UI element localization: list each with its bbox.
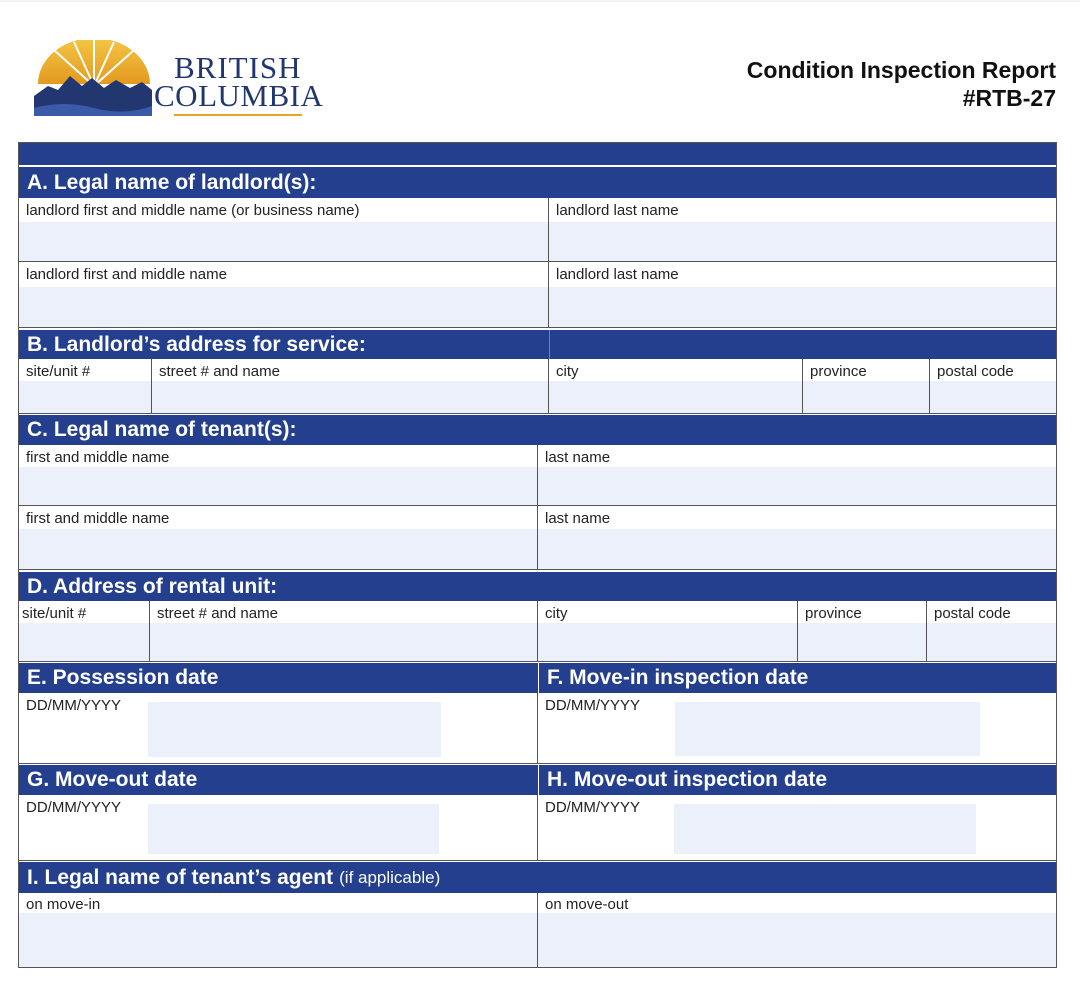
section-c-heading: C. Legal name of tenant(s): <box>19 415 1056 445</box>
rental-site-unit-field[interactable] <box>19 601 150 662</box>
input-area[interactable] <box>549 381 802 413</box>
report-title-line-1: Condition Inspection Report <box>746 57 1056 83</box>
section-d-heading: D. Address of rental unit: <box>19 572 1056 601</box>
landlord-2-last-name-field[interactable] <box>549 262 1056 328</box>
tenant-1-last-name-field[interactable] <box>538 445 1056 506</box>
field-label: postal code <box>934 605 1011 622</box>
input-area[interactable] <box>538 467 1056 505</box>
section-f-heading: F. Move-in inspection date <box>538 663 1056 693</box>
field-label: city <box>545 605 568 622</box>
possession-date-field[interactable] <box>19 693 538 764</box>
report-title <box>747 56 1056 112</box>
date-format-label: DD/MM/YYYY <box>26 697 122 714</box>
field-label: site/unit # <box>26 363 91 380</box>
top-edge <box>0 0 1080 2</box>
logo-underline <box>174 114 302 116</box>
tenant-1-first-name-field[interactable] <box>19 445 538 506</box>
input-area[interactable] <box>538 623 797 661</box>
rental-street-field[interactable] <box>150 601 538 662</box>
move-out-inspection-date-field[interactable] <box>538 795 1056 861</box>
landlord-1-first-name-field[interactable] <box>19 198 549 262</box>
landlord-2-first-name-field[interactable] <box>19 262 549 328</box>
field-label: postal code <box>937 363 1014 380</box>
logo-line-2: COLUMBIA <box>154 78 324 113</box>
move-in-inspection-date-field[interactable] <box>538 693 1056 764</box>
input-area[interactable] <box>152 381 548 413</box>
field-label: city <box>556 363 579 380</box>
input-area[interactable] <box>927 623 1056 661</box>
input-area[interactable] <box>19 913 537 967</box>
rental-province-field[interactable] <box>798 601 927 662</box>
date-format-label: DD/MM/YYYY <box>545 697 641 714</box>
section-a-heading: A. Legal name of landlord(s): <box>19 167 1056 198</box>
field-label: landlord first and middle name <box>26 266 227 283</box>
input-area[interactable] <box>549 287 1056 327</box>
date-format-label: DD/MM/YYYY <box>545 799 641 816</box>
field-label: province <box>810 363 867 380</box>
section-b-heading: B. Landlord’s address for service: <box>19 330 1056 359</box>
input-area[interactable] <box>19 287 548 327</box>
tenant-2-last-name-field[interactable] <box>538 506 1056 570</box>
landlord-site-unit-field[interactable] <box>19 359 152 414</box>
form-top-bar <box>19 143 1056 165</box>
landlord-postal-code-field[interactable] <box>930 359 1056 414</box>
date-input-area[interactable] <box>675 702 980 756</box>
field-label: last name <box>545 510 611 527</box>
date-input-area[interactable] <box>148 702 441 757</box>
field-label: street # and name <box>157 605 278 622</box>
input-area[interactable] <box>19 381 151 413</box>
bc-logo <box>34 40 334 124</box>
input-area[interactable] <box>19 529 537 569</box>
section-i-heading-text: I. Legal name of tenant’s agent <box>27 865 334 889</box>
logo-line-1: BRITISH <box>174 50 302 85</box>
field-label: landlord first and middle name (or business name) <box>26 202 360 219</box>
inspection-form <box>18 142 1057 968</box>
landlord-street-field[interactable] <box>152 359 549 414</box>
date-input-area[interactable] <box>674 804 976 854</box>
field-label: landlord last name <box>556 266 679 283</box>
field-label: street # and name <box>159 363 280 380</box>
landlord-1-last-name-field[interactable] <box>549 198 1056 262</box>
tenant-2-first-name-field[interactable] <box>19 506 538 570</box>
section-i-heading <box>19 862 1056 893</box>
input-area[interactable] <box>19 222 548 261</box>
input-area[interactable] <box>798 623 926 661</box>
field-label: last name <box>545 449 611 466</box>
agent-move-out-field[interactable] <box>538 893 1056 967</box>
section-b-divider <box>549 330 550 359</box>
section-i-heading-note: (if applicable) <box>339 867 441 887</box>
date-format-label: DD/MM/YYYY <box>26 799 122 816</box>
section-e-heading: E. Possession date <box>19 663 538 693</box>
field-label: first and middle name <box>26 510 170 527</box>
landlord-province-field[interactable] <box>803 359 930 414</box>
input-area[interactable] <box>538 913 1056 967</box>
field-label: first and middle name <box>26 449 170 466</box>
input-area[interactable] <box>803 381 929 413</box>
section-h-heading: H. Move-out inspection date <box>538 765 1056 795</box>
field-label: province <box>805 605 862 622</box>
rental-postal-code-field[interactable] <box>927 601 1056 662</box>
input-area[interactable] <box>150 623 537 661</box>
input-area[interactable] <box>19 467 537 505</box>
field-label: on move-in <box>26 896 101 913</box>
field-label: site/unit # <box>22 605 87 622</box>
landlord-city-field[interactable] <box>549 359 803 414</box>
rental-city-field[interactable] <box>538 601 798 662</box>
logo-wordmark <box>154 50 324 113</box>
field-label: landlord last name <box>556 202 679 219</box>
agent-move-in-field[interactable] <box>19 893 538 967</box>
bc-sun-mountains-logo-icon <box>34 40 154 124</box>
input-area[interactable] <box>930 381 1056 413</box>
section-g-heading: G. Move-out date <box>19 765 538 795</box>
field-label: on move-out <box>545 896 629 913</box>
input-area[interactable] <box>549 222 1056 261</box>
date-input-area[interactable] <box>148 804 439 854</box>
input-area[interactable] <box>538 529 1056 569</box>
move-out-date-field[interactable] <box>19 795 538 861</box>
report-form-number: #RTB-27 <box>962 85 1056 111</box>
input-area[interactable] <box>19 623 149 661</box>
